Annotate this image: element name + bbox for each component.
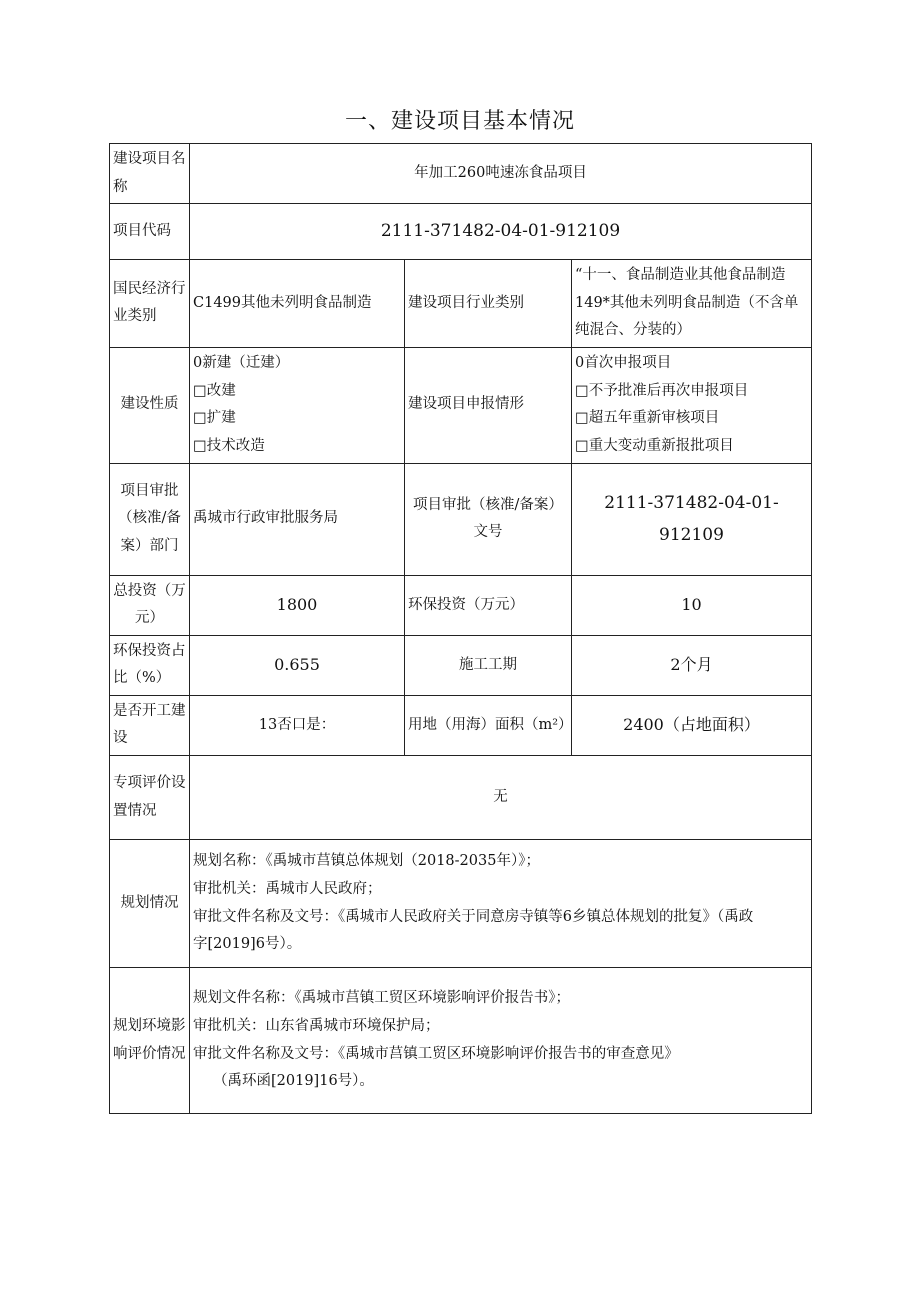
row-ratio — [110, 635, 812, 695]
row-special — [110, 756, 812, 840]
label-started: 是否开工建设 — [110, 695, 190, 755]
row-investment — [110, 575, 812, 635]
label-construction-period: 施工工期 — [405, 635, 572, 695]
value-env-investment: 10 — [572, 575, 812, 635]
label-nature: 建设性质 — [110, 347, 190, 463]
declare-option-major-change[interactable]: □重大变动重新报批项目 — [575, 437, 734, 454]
label-project-code: 项目代码 — [110, 204, 190, 260]
planning-eia-authority: 审批机关：山东省禹城市环境保护局； — [193, 1017, 440, 1034]
row-started — [110, 695, 812, 755]
planning-eia-content — [190, 968, 812, 1114]
row-project-name — [110, 144, 812, 204]
label-approval-no: 项目审批（核准/备案）文号 — [405, 463, 572, 575]
value-approval-no: 2111-371482-04-01-912109 — [572, 463, 812, 575]
planning-eia-name: 规划文件名称：《禹城市莒镇工贸区环境影响评价报告书》； — [193, 990, 570, 1007]
label-env-ratio: 环保投资占比（%） — [110, 635, 190, 695]
label-planning: 规划情况 — [110, 840, 190, 968]
label-industry: 国民经济行业类别 — [110, 260, 190, 348]
value-env-ratio: 0.655 — [190, 635, 405, 695]
label-planning-eia: 规划环境影响评价情况 — [110, 968, 190, 1114]
nature-option-tech[interactable]: □技术改造 — [193, 437, 265, 454]
row-industry — [110, 260, 812, 348]
declare-option-resubmit[interactable]: □不予批准后再次申报项目 — [575, 382, 749, 399]
value-construction-period: 2个月 — [572, 635, 812, 695]
planning-name: 规划名称：《禹城市莒镇总体规划（2018-2035年）》； — [193, 853, 540, 870]
value-project-code: 2111-371482-04-01-912109 — [190, 204, 812, 260]
label-approval-dept: 项目审批（核准/备案）部门 — [110, 463, 190, 575]
planning-eia-document: 审批文件名称及文号：《禹城市莒镇工贸区环境影响评价报告书的审查意见》 — [193, 1045, 679, 1062]
nature-option-new[interactable]: 0新建（迁建） — [193, 355, 290, 372]
value-project-name: 年加工260吨速冻食品项目 — [190, 144, 812, 204]
planning-document: 审批文件名称及文号：《禹城市人民政府关于同意房寺镇等6乡镇总体规划的批复》（禹政 — [193, 908, 754, 925]
declare-option-five-years[interactable]: □超五年重新审核项目 — [575, 410, 720, 427]
planning-eia-document-no: （禹环函[2019]16号）。 — [213, 1073, 374, 1090]
label-total-investment: 总投资（万元） — [110, 575, 190, 635]
row-nature — [110, 347, 812, 463]
planning-authority: 审批机关：禹城市人民政府； — [193, 880, 382, 897]
planning-content — [190, 840, 812, 968]
label-env-investment: 环保投资（万元） — [405, 575, 572, 635]
planning-document-no: 字[2019]6号）。 — [193, 936, 302, 953]
nature-options — [190, 347, 405, 463]
value-land-area: 2400（占地面积） — [572, 695, 812, 755]
nature-option-expand[interactable]: □扩建 — [193, 410, 236, 427]
value-special: 无 — [190, 756, 812, 840]
value-total-investment: 1800 — [190, 575, 405, 635]
row-planning-eia — [110, 968, 812, 1114]
label-special: 专项评价设置情况 — [110, 756, 190, 840]
row-project-code — [110, 204, 812, 260]
row-approval — [110, 463, 812, 575]
value-industry: C1499其他未列明食品制造 — [190, 260, 405, 348]
value-project-industry: “十一、食品制造业其他食品制造149*其他未列明食品制造（不含单纯混合、分装的） — [572, 260, 812, 348]
nature-option-rebuild[interactable]: □改建 — [193, 382, 236, 399]
project-info-table — [109, 143, 812, 1114]
label-declare: 建设项目申报情形 — [405, 347, 572, 463]
value-started: 13否口是： — [190, 695, 405, 755]
label-project-industry: 建设项目行业类别 — [405, 260, 572, 348]
row-planning — [110, 840, 812, 968]
declare-option-first[interactable]: 0首次申报项目 — [575, 355, 672, 372]
label-project-name: 建设项目名称 — [110, 144, 190, 204]
value-approval-dept: 禹城市行政审批服务局 — [190, 463, 405, 575]
label-land-area: 用地（用海）面积（m²） — [405, 695, 572, 755]
page-title: 一、建设项目基本情况 — [344, 109, 575, 134]
declare-options — [572, 347, 812, 463]
